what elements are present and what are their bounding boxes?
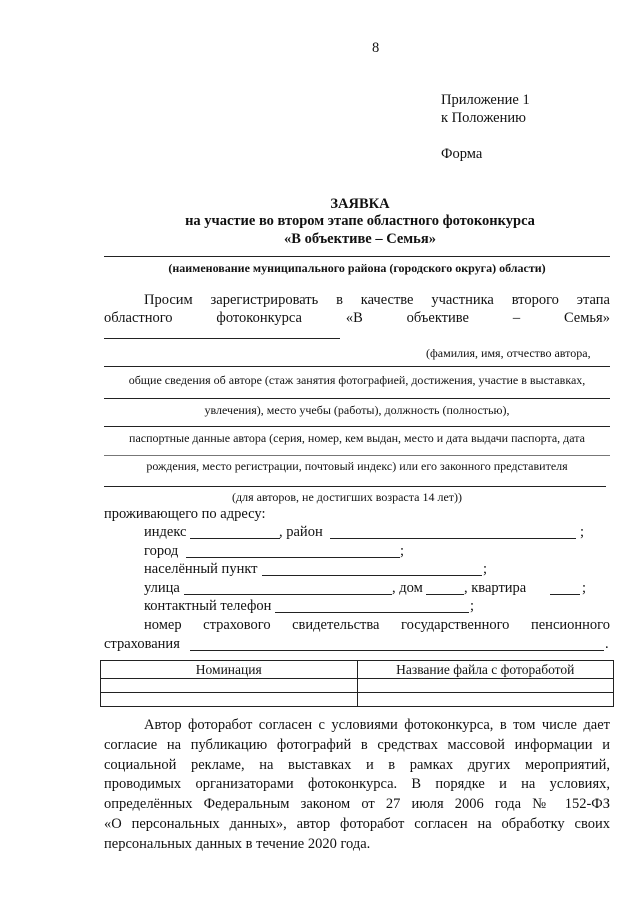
request-word: «В bbox=[345, 310, 363, 326]
header-nomination: Номинация bbox=[101, 661, 358, 679]
insurance-word: номер bbox=[144, 617, 182, 633]
document-title: ЗАЯВКА bbox=[330, 196, 390, 212]
consent-line: Автор фоторабот согласен с условиями фотоконкурса, в том числе дает bbox=[144, 717, 610, 733]
address-intro: проживающего по адресу: bbox=[104, 506, 266, 522]
request-word: фотоконкурса bbox=[216, 310, 302, 326]
page-number: 8 bbox=[372, 40, 380, 56]
insurance-word: свидетельства bbox=[292, 617, 380, 633]
request-word: объективе bbox=[406, 310, 469, 326]
city-semicolon: ; bbox=[400, 543, 405, 559]
representative-line[interactable] bbox=[104, 486, 606, 487]
appendix-label: Приложение 1 bbox=[441, 92, 530, 108]
district-field[interactable] bbox=[330, 522, 576, 539]
index-label: индекс bbox=[144, 524, 187, 540]
insurance-row-1 bbox=[144, 617, 610, 634]
caption-fio: (фамилия, имя, отчество автора, bbox=[426, 346, 591, 360]
consent-line: социальной рекламе, на выставках и в рамках других мероприятий, bbox=[104, 756, 610, 773]
caption-minors: (для авторов, не достигших возраста 14 лет)) bbox=[231, 490, 463, 504]
index-semicolon: ; bbox=[580, 524, 585, 540]
consent-line: определённых Федеральным законом от 27 июля 2006 года № 152-ФЗ bbox=[104, 796, 610, 813]
request-word: в bbox=[336, 292, 343, 308]
author-info-line-1[interactable] bbox=[104, 366, 610, 367]
request-word: областного bbox=[104, 310, 173, 326]
request-word: второго bbox=[511, 292, 559, 308]
consent-line: согласие на публикацию фотографий в средствах массовой информации и bbox=[104, 736, 610, 753]
apartment-field[interactable] bbox=[550, 578, 580, 595]
caption-passport: паспортные данные автора (серия, номер, кем выдан, место и дата выдачи паспорта, дата bbox=[129, 431, 585, 445]
district-label: , район bbox=[279, 524, 323, 540]
request-row-1 bbox=[144, 292, 610, 309]
insurance-word: государственного bbox=[401, 617, 510, 633]
insurance-word: пенсионного bbox=[530, 617, 610, 633]
contest-name: «В объективе – Семья» bbox=[284, 231, 436, 247]
author-name-line-short[interactable] bbox=[104, 338, 340, 339]
appendix-reference: к Положению bbox=[441, 110, 526, 126]
nomination-cell[interactable] bbox=[101, 693, 358, 707]
settlement-semicolon: ; bbox=[483, 561, 488, 577]
request-word: – bbox=[512, 310, 521, 326]
index-field[interactable] bbox=[190, 522, 280, 539]
form-label: Форма bbox=[441, 146, 483, 162]
request-word: Семья» bbox=[563, 310, 610, 326]
consent-line: «О персональных данных», автор фоторабот согласен на обработку своих bbox=[104, 815, 610, 832]
request-word: качестве bbox=[360, 292, 414, 308]
author-info-line-3[interactable] bbox=[104, 426, 610, 427]
consent-line: проводимых организаторами фотоконкурса. В порядке и на условиях, bbox=[104, 776, 610, 793]
phone-semicolon: ; bbox=[470, 598, 475, 614]
author-info-line-4[interactable] bbox=[104, 455, 610, 456]
nomination-table bbox=[100, 660, 614, 707]
city-field[interactable] bbox=[186, 541, 400, 558]
header-file-name: Название файла с фотоработой bbox=[357, 661, 614, 679]
request-word: этапа bbox=[576, 292, 610, 308]
street-semicolon: ; bbox=[582, 580, 587, 596]
settlement-label: населённый пункт bbox=[144, 561, 258, 577]
table-row bbox=[101, 693, 614, 707]
phone-label: контактный телефон bbox=[144, 598, 272, 614]
insurance-period: . bbox=[605, 636, 609, 652]
request-row-2 bbox=[104, 310, 610, 327]
street-label: улица bbox=[144, 580, 180, 596]
request-word: участника bbox=[431, 292, 494, 308]
file-name-cell[interactable] bbox=[357, 679, 614, 693]
consent-line: персональных данных в течение 2020 года. bbox=[104, 835, 371, 852]
caption-hobbies: увлечения), место учебы (работы), должность (полностью), bbox=[204, 403, 510, 417]
apartment-label: , квартира bbox=[464, 580, 527, 596]
house-field[interactable] bbox=[426, 578, 464, 595]
file-name-cell[interactable] bbox=[357, 693, 614, 707]
table-header-row bbox=[101, 661, 614, 679]
request-word: Просим bbox=[144, 292, 193, 308]
insurance-number-field[interactable] bbox=[190, 634, 604, 651]
author-info-line-2[interactable] bbox=[104, 398, 610, 399]
caption-general: общие сведения об авторе (стаж занятия фотографией, достижения, участие в выставках, bbox=[128, 373, 586, 387]
caption-birth: рождения, место регистрации, почтовый индекс) или его законного представителя bbox=[146, 459, 568, 473]
city-label: город bbox=[144, 543, 179, 559]
nomination-cell[interactable] bbox=[101, 679, 358, 693]
street-field[interactable] bbox=[184, 578, 392, 595]
district-line[interactable] bbox=[104, 256, 610, 257]
consent-paragraph bbox=[104, 716, 610, 855]
table-row bbox=[101, 679, 614, 693]
district-caption: (наименование муниципального района (городского округа) области) bbox=[168, 261, 546, 275]
insurance-label: страхования bbox=[104, 636, 180, 652]
phone-field[interactable] bbox=[275, 596, 469, 613]
request-word: зарегистрировать bbox=[210, 292, 319, 308]
insurance-word: страхового bbox=[203, 617, 271, 633]
settlement-field[interactable] bbox=[262, 559, 482, 576]
house-label: , дом bbox=[392, 580, 423, 596]
document-subtitle: на участие во втором этапе областного фотоконкурса bbox=[185, 213, 535, 229]
